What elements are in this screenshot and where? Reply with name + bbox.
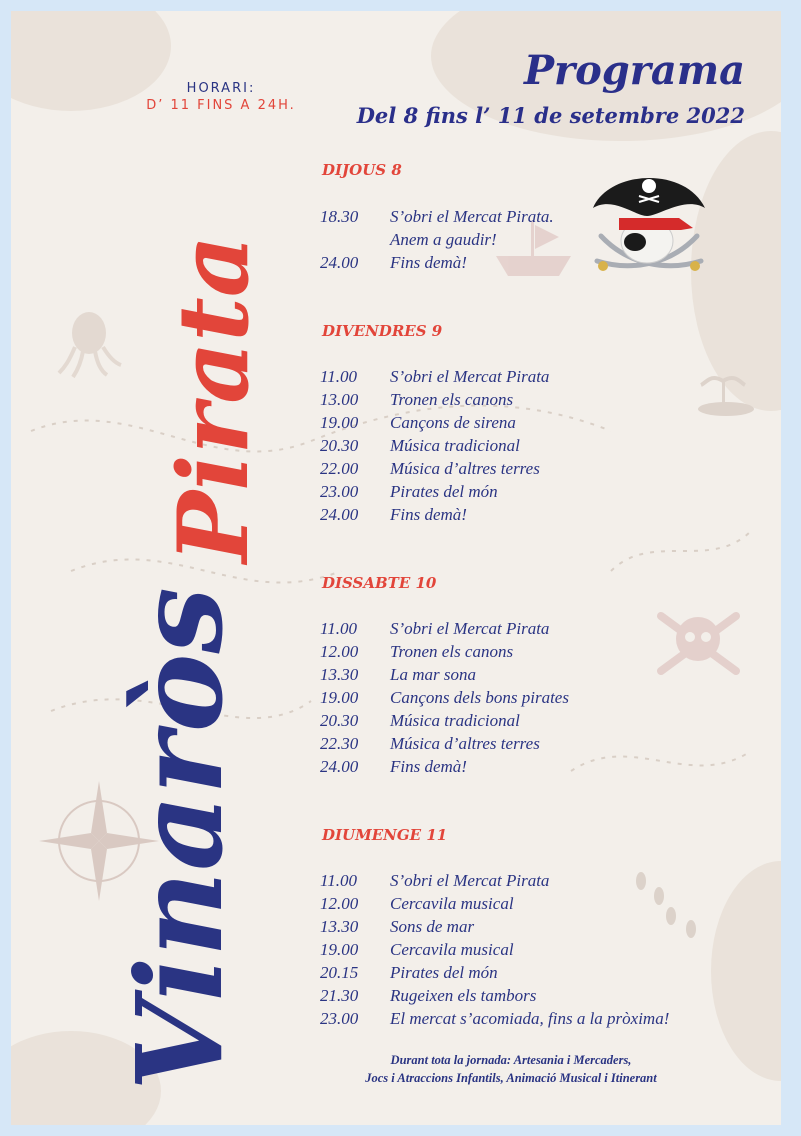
- event-time: 12.00: [320, 642, 359, 661]
- day-heading: DISSABTE 10: [322, 574, 437, 592]
- footer-note: [311, 1051, 711, 1087]
- event-time: 23.00: [320, 482, 359, 501]
- event-time: 24.00: [320, 757, 359, 776]
- schedule-hours: [131, 81, 311, 113]
- event-row: [320, 436, 520, 456]
- footer-line: Jocs i Atraccions Infantils, Animació Musical i Itinerant: [365, 1071, 657, 1085]
- event-row: [320, 986, 536, 1006]
- event-name: Fins demà!: [390, 757, 467, 776]
- event-row: [320, 207, 554, 227]
- event-row: [320, 505, 467, 525]
- event-row: [320, 367, 549, 387]
- event-name: Música d’altres terres: [390, 459, 540, 478]
- footprints-icon: [636, 872, 696, 938]
- event-time: 12.00: [320, 894, 359, 913]
- event-row: [320, 917, 474, 937]
- event-name: Sons de mar: [390, 917, 475, 936]
- day-heading: DIUMENGE 11: [322, 826, 448, 844]
- event-name: Música tradicional: [390, 711, 520, 730]
- event-row: [320, 390, 513, 410]
- event-row: [320, 757, 467, 777]
- event-name: Fins demà!: [390, 505, 467, 524]
- event-time: 24.00: [320, 253, 359, 272]
- event-time: 18.30: [320, 207, 359, 226]
- event-row: [320, 894, 514, 914]
- day-heading: DIVENDRES 9: [322, 322, 443, 340]
- event-time: 13.00: [320, 390, 359, 409]
- brand-word-pirata: Pirata: [157, 235, 270, 563]
- event-time: 11.00: [320, 619, 357, 638]
- event-row: [320, 642, 513, 662]
- event-row: [320, 230, 497, 250]
- event-row: [320, 619, 549, 639]
- octopus-icon: [59, 312, 121, 377]
- brand-word-vinaros: Vinaròs: [110, 587, 249, 1091]
- event-row: [320, 482, 498, 502]
- event-time: 20.30: [320, 436, 359, 455]
- event-time: 19.00: [320, 940, 359, 959]
- event-time: 23.00: [320, 1009, 359, 1028]
- event-row: [320, 688, 569, 708]
- event-row: [320, 665, 476, 685]
- event-name: S’obri el Mercat Pirata: [390, 871, 550, 890]
- event-time: 19.00: [320, 688, 359, 707]
- event-time: 20.15: [320, 963, 359, 982]
- date-range: Del 8 fins l’ 11 de setembre 2022: [356, 103, 745, 128]
- event-name: Tronen els canons: [390, 642, 514, 661]
- footer-line: Durant tota la jornada: Artesania i Mercaders,: [390, 1053, 632, 1067]
- pirate-hat-icon: [589, 156, 709, 286]
- event-name: La mar sona: [390, 665, 476, 684]
- event-name: Música d’altres terres: [390, 734, 540, 753]
- poster: [11, 11, 781, 1125]
- event-row: [320, 1009, 669, 1029]
- hours-value: D’ 11 FINS A 24H.: [146, 98, 296, 113]
- event-name: Cercavila musical: [390, 940, 514, 959]
- event-time: 13.30: [320, 917, 359, 936]
- event-time: 19.00: [320, 413, 359, 432]
- event-row: [320, 871, 549, 891]
- event-row: [320, 253, 467, 273]
- event-name: Pirates del món: [390, 482, 498, 501]
- event-time: 20.30: [320, 711, 359, 730]
- event-name: Pirates del món: [390, 963, 498, 982]
- event-row: [320, 734, 540, 754]
- event-name: Música tradicional: [390, 436, 520, 455]
- event-row: [320, 940, 514, 960]
- event-name: Cançons de sirena: [390, 413, 516, 432]
- hours-label: HORARI:: [186, 81, 256, 96]
- ship-icon: [496, 221, 571, 276]
- event-name: Rugeixen els tambors: [390, 986, 537, 1005]
- event-time: 11.00: [320, 871, 357, 890]
- event-name: Cercavila musical: [390, 894, 514, 913]
- event-row: [320, 963, 498, 983]
- event-time: 22.30: [320, 734, 359, 753]
- event-name: S’obri el Mercat Pirata: [390, 619, 550, 638]
- event-name: El mercat s’acomiada, fins a la pròxima!: [390, 1009, 670, 1028]
- event-row: [320, 711, 520, 731]
- event-row: [320, 459, 540, 479]
- event-name: Tronen els canons: [390, 390, 514, 409]
- event-name: Cançons dels bons pirates: [390, 688, 569, 707]
- event-time: 22.00: [320, 459, 359, 478]
- event-time: 13.30: [320, 665, 359, 684]
- event-time: 24.00: [320, 505, 359, 524]
- page-title: Programa: [523, 47, 745, 94]
- event-time: 11.00: [320, 367, 357, 386]
- event-name: Fins demà!: [390, 253, 467, 272]
- event-name: S’obri el Mercat Pirata.: [390, 207, 554, 226]
- event-name: Anem a gaudir!: [390, 230, 497, 249]
- event-row: [320, 413, 516, 433]
- island-icon: [698, 378, 754, 416]
- event-name: S’obri el Mercat Pirata: [390, 367, 550, 386]
- day-heading: DIJOUS 8: [322, 161, 402, 179]
- event-time: 21.30: [320, 986, 359, 1005]
